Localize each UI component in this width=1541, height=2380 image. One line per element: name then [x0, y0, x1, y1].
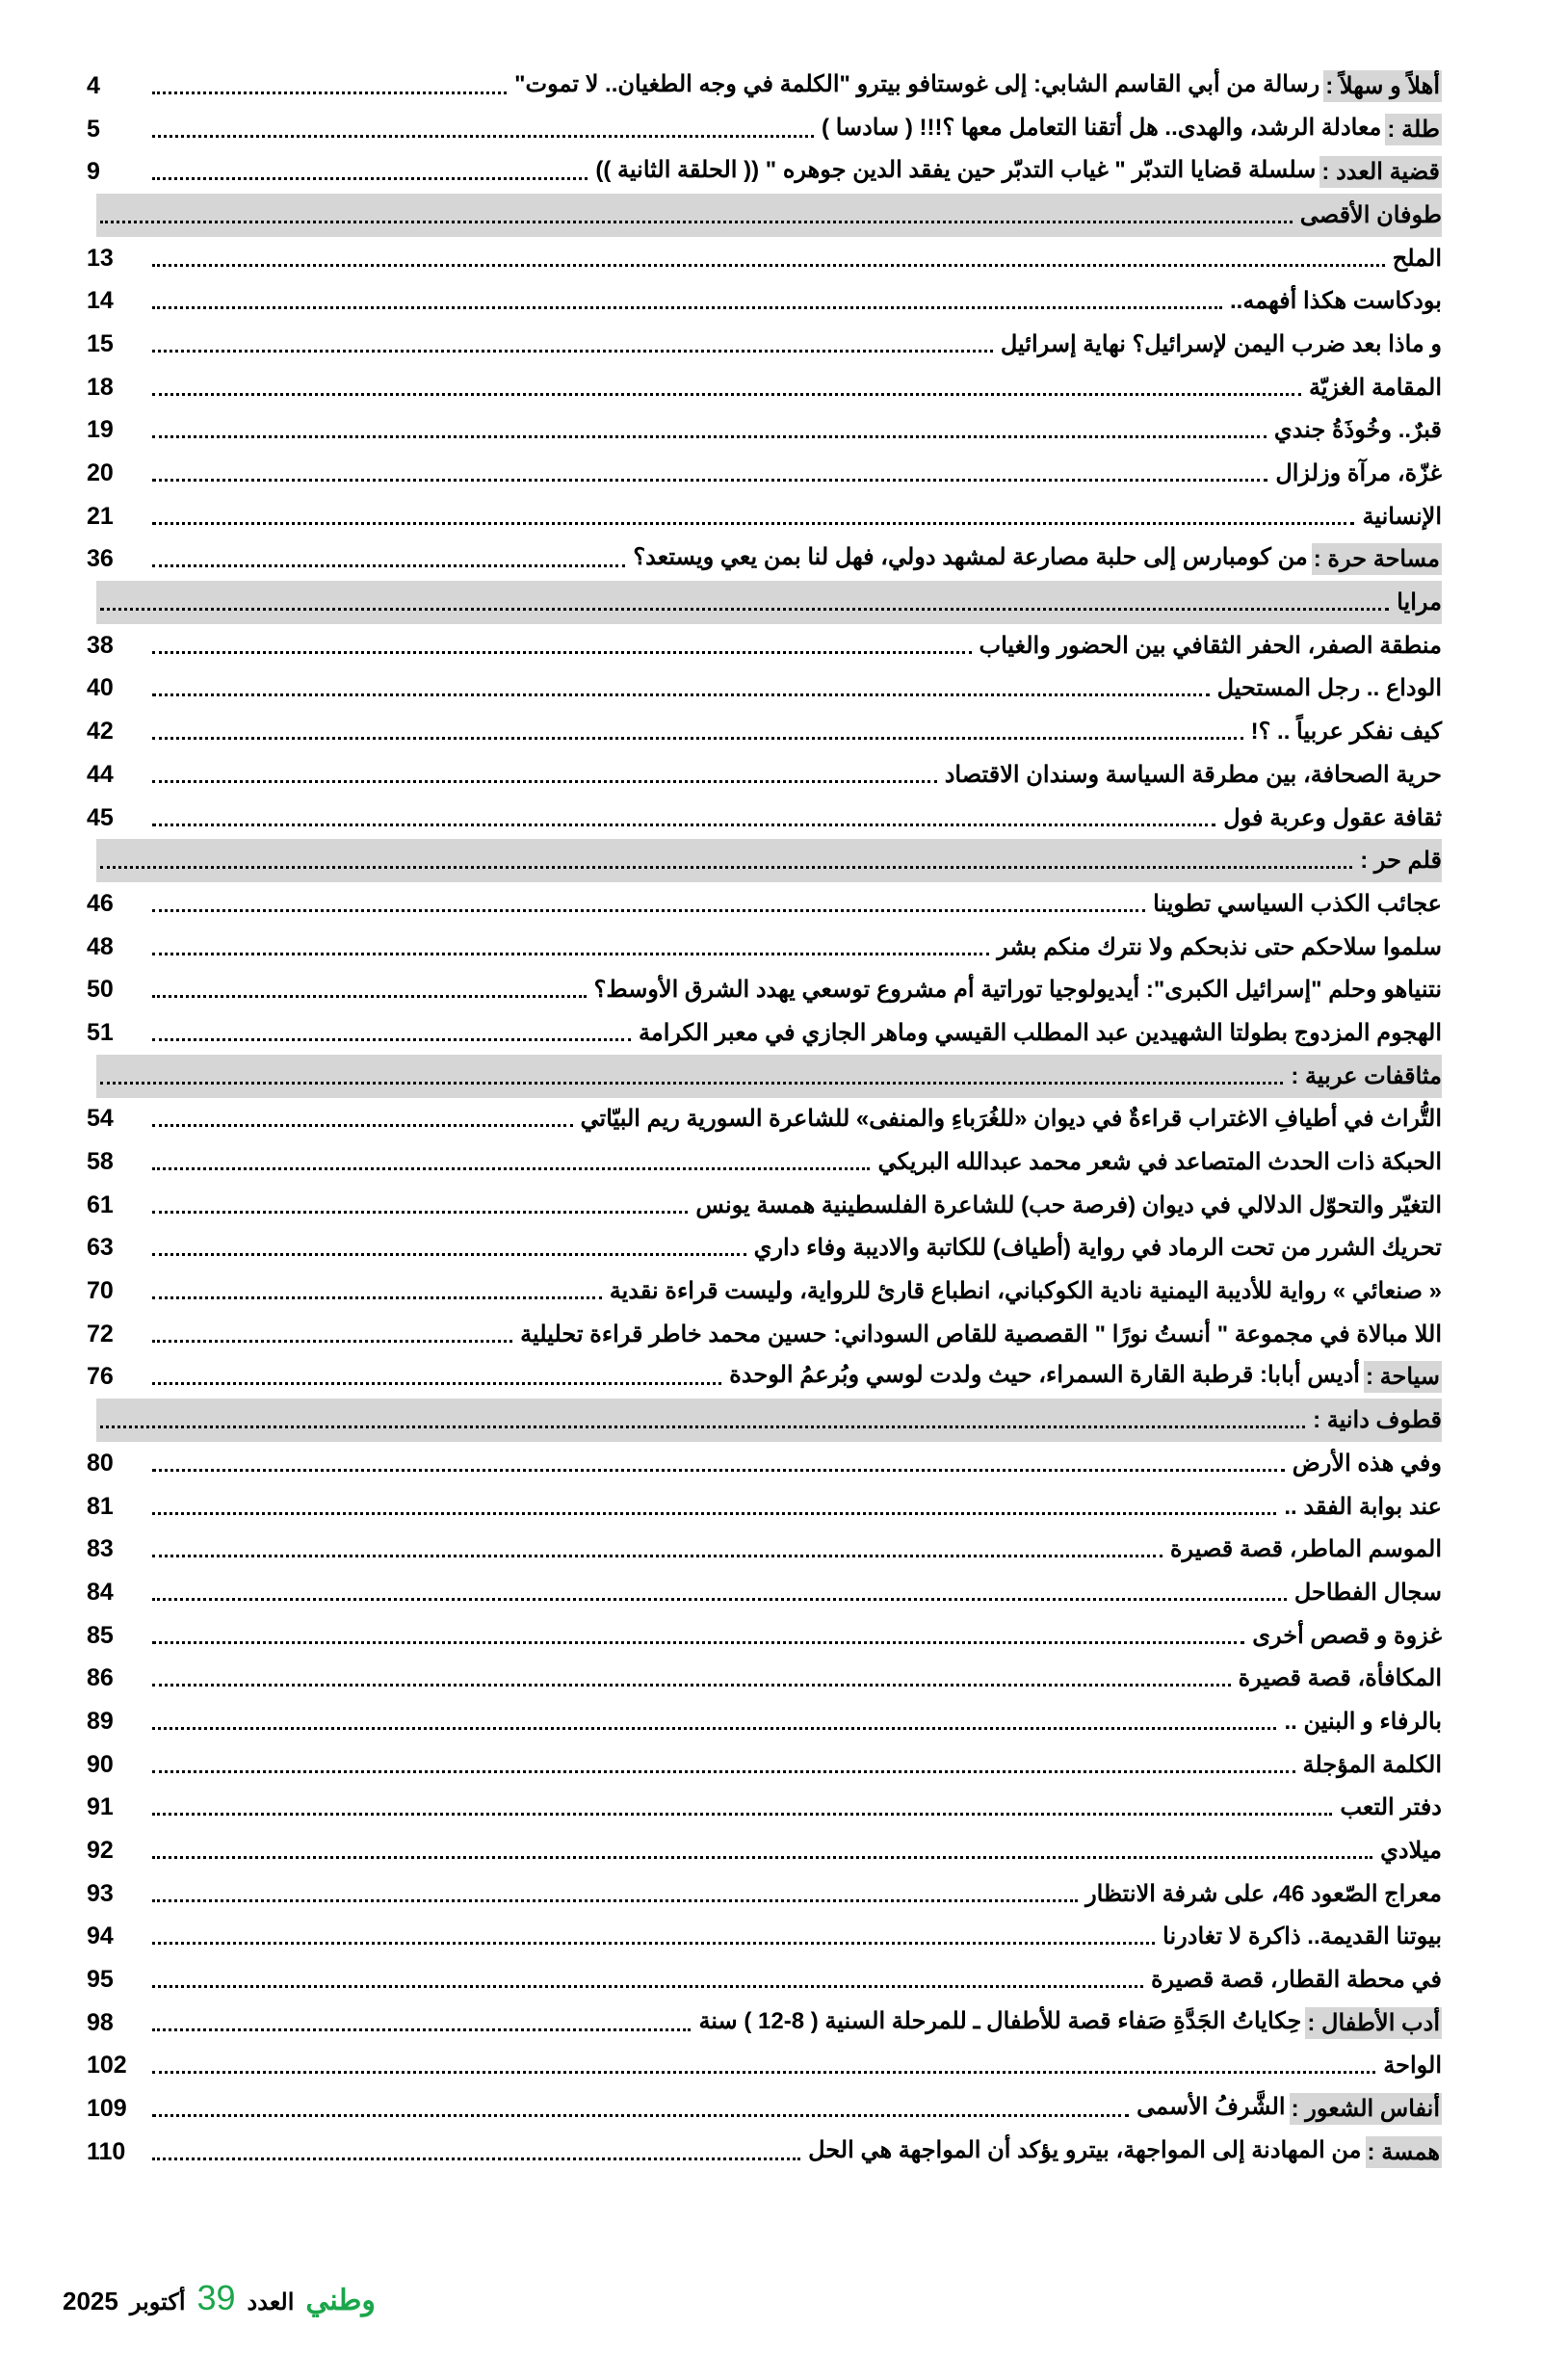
toc-section-label: أدب الأطفال : — [1305, 2007, 1442, 2039]
toc-entry-text — [1284, 1708, 1442, 1736]
toc-entry-text — [1397, 588, 1442, 616]
toc-entry[interactable] — [87, 1700, 1442, 1743]
toc-entry[interactable] — [87, 1872, 1442, 1916]
toc-entry-title: مثاقفات عربية : — [1291, 1062, 1442, 1089]
dot-leader — [152, 250, 1385, 267]
toc-entry-text — [729, 1361, 1442, 1393]
toc-entry[interactable] — [87, 1743, 1442, 1787]
dot-leader — [152, 810, 1215, 826]
toc-entry-title: بودكاست هكذا أفهمه.. — [1230, 288, 1442, 315]
toc-entry-title: المقامة الغزيّة — [1308, 374, 1442, 401]
toc-entry[interactable] — [87, 108, 1442, 151]
toc-entry[interactable] — [87, 366, 1442, 409]
toc-entry-title: الملح — [1392, 245, 1442, 272]
toc-entry-text — [1085, 1880, 1442, 1908]
dot-leader — [152, 1972, 1143, 1988]
toc-entry-text — [1362, 503, 1442, 531]
toc-page-number: 13 — [87, 244, 114, 272]
toc-entry-text — [1309, 374, 1442, 402]
dot-leader — [152, 2015, 691, 2031]
dot-leader — [152, 638, 972, 654]
toc-entry-title: قبرٌ.. وخُوذَةُ جندي — [1273, 417, 1442, 444]
toc-entry[interactable] — [87, 1528, 1442, 1571]
toc-entry[interactable] — [87, 797, 1442, 840]
toc-entry-text — [1393, 245, 1442, 273]
toc-entry[interactable] — [87, 1657, 1442, 1700]
toc-entry-title: حرية الصحافة، بين مطرقة السياسة وسندان الاقتصاد — [944, 761, 1442, 788]
toc-page-number: 102 — [87, 2052, 127, 2079]
toc-entry-title: الهجوم المزدوج بطولتا الشهيدين عبد المطلب القيسي وماهر الجازي في معبر الكرامة — [639, 1019, 1442, 1046]
toc-entry-text — [822, 114, 1442, 145]
toc-entry-text — [1217, 674, 1442, 702]
toc-entry-title: غزوة و قصص أخرى — [1252, 1622, 1442, 1649]
toc-page-number: 91 — [87, 1793, 114, 1821]
dot-leader — [100, 594, 1389, 611]
toc-entry-text — [1380, 1837, 1442, 1865]
toc-section-label: قضية العدد : — [1319, 156, 1442, 188]
toc-entry[interactable] — [87, 1140, 1442, 1184]
toc-entry-title: بالرفاء و البنين .. — [1284, 1708, 1442, 1735]
dot-leader — [152, 1455, 1285, 1472]
toc-entry-title: في محطة القطار، قصة قصيرة — [1150, 1967, 1442, 1994]
toc-entry-text — [945, 761, 1442, 789]
toc-entry-title: ثقافة عقول وعربة فول — [1223, 804, 1442, 831]
toc-entry-title: سلسلة قضايا التدبّر " غياب التدبّر حين يفقد الدين جوهره " (( الحلقة الثانية )) — [595, 157, 1317, 184]
toc-entry[interactable] — [87, 1356, 1442, 1399]
toc-page-number: 61 — [87, 1190, 114, 1218]
toc-entry-text — [520, 1321, 1442, 1348]
toc-entry[interactable] — [87, 1184, 1442, 1227]
toc-page-number: 19 — [87, 416, 114, 444]
toc-page-number: 21 — [87, 502, 114, 530]
dot-leader — [152, 293, 1222, 309]
toc-entry[interactable] — [87, 65, 1442, 108]
issue-year: 2025 — [63, 2287, 118, 2315]
table-of-contents — [87, 65, 1442, 2174]
toc-entry-title: وفي هذه الأرض — [1292, 1450, 1442, 1477]
dot-leader — [152, 1843, 1372, 1859]
toc-page-number: 9 — [87, 158, 100, 186]
toc-entry[interactable] — [87, 710, 1442, 753]
toc-page-number: 54 — [87, 1105, 114, 1133]
toc-page-number: 38 — [87, 631, 114, 659]
toc-entry-title: اللا مبالاة في مجموعة " أنستُ نورًا " القصصية للقاص السوداني: حسين محمد خاطر قراءة تحليلية — [520, 1321, 1442, 1347]
toc-entry-text — [1313, 1406, 1442, 1434]
toc-section-label: مساحة حرة : — [1312, 543, 1442, 575]
toc-page-number: 92 — [87, 1837, 114, 1865]
dot-leader — [152, 1499, 1276, 1515]
toc-entry-title: بيوتنا القديمة.. ذاكرة لا تغادرنا — [1162, 1923, 1442, 1950]
toc-entry-title: مرايا — [1397, 589, 1442, 616]
toc-entry-title: من المهادنة إلى المواجهة، بيترو يؤكد أن المواجهة هي الحل — [808, 2136, 1362, 2163]
toc-section-label: أنفاس الشعور : — [1290, 2093, 1442, 2125]
toc-entry-title: الإنسانية — [1362, 503, 1442, 530]
dot-leader — [152, 336, 993, 353]
toc-entry-text — [1230, 287, 1442, 315]
dot-leader — [152, 1111, 573, 1127]
toc-entry-text — [1275, 459, 1442, 487]
toc-entry[interactable] — [87, 1313, 1442, 1356]
dot-leader — [152, 939, 989, 955]
dot-leader — [152, 465, 1267, 482]
toc-entry-text — [639, 1019, 1442, 1047]
toc-entry[interactable] — [87, 2001, 1442, 2045]
toc-entry[interactable] — [87, 968, 1442, 1011]
dot-leader — [152, 1886, 1078, 1902]
toc-entry-title: المكافأة، قصة قصيرة — [1238, 1665, 1442, 1692]
toc-entry-text — [595, 156, 1442, 188]
toc-page-number: 95 — [87, 1966, 114, 1994]
toc-entry[interactable] — [87, 150, 1442, 194]
dot-leader — [152, 2101, 1129, 2117]
toc-section-label: سياحة : — [1364, 1361, 1442, 1393]
toc-page-number: 20 — [87, 459, 114, 487]
toc-entry-text — [1223, 804, 1442, 832]
dot-leader — [152, 1713, 1276, 1730]
toc-page-number: 46 — [87, 889, 114, 917]
dot-leader — [152, 164, 588, 180]
toc-entry-text — [581, 1105, 1442, 1133]
toc-entry-text — [1170, 1535, 1442, 1563]
toc-entry-text — [754, 1234, 1442, 1262]
toc-entry-title: قلم حر : — [1360, 848, 1442, 875]
toc-entry-text — [1293, 1450, 1442, 1478]
dot-leader — [152, 1757, 1295, 1773]
issue-number: 39 — [196, 2278, 236, 2317]
toc-page-number: 84 — [87, 1578, 114, 1606]
toc-entry-title: الحبكة ذات الحدث المتصاعد في شعر محمد عبدالله البريكي — [877, 1149, 1442, 1176]
dot-leader — [152, 1799, 1332, 1816]
toc-page-number: 63 — [87, 1234, 114, 1262]
page-footer — [63, 2278, 376, 2318]
toc-entry[interactable] — [87, 1485, 1442, 1529]
toc-page-number: 51 — [87, 1018, 114, 1046]
toc-entry-title: التُّراث في أطيافِ الاغتراب قراءةٌ في ديوان «للغُرَباءِ والمنفى» للشاعرة السورية ريم البيّاتي — [580, 1106, 1442, 1133]
toc-page-number: 89 — [87, 1707, 114, 1735]
toc-entry[interactable] — [87, 1787, 1442, 1830]
toc-entry-text — [808, 2136, 1442, 2168]
toc-page-number: 58 — [87, 1148, 114, 1176]
toc-entry[interactable] — [87, 1442, 1442, 1485]
dot-leader — [152, 981, 587, 998]
toc-page-number: 18 — [87, 373, 114, 401]
dot-leader — [152, 1369, 721, 1385]
toc-entry-title: الواحة — [1383, 2053, 1442, 2079]
dot-leader — [152, 422, 1267, 438]
toc-page-number: 76 — [87, 1363, 114, 1391]
toc-entry-text — [1239, 1664, 1442, 1692]
toc-entry[interactable] — [87, 1571, 1442, 1614]
dot-leader — [152, 1025, 631, 1041]
toc-entry[interactable] — [87, 624, 1442, 667]
toc-entry[interactable] — [87, 237, 1442, 280]
toc-page-number: 72 — [87, 1320, 114, 1347]
toc-entry-text — [1136, 2093, 1442, 2125]
toc-section-header[interactable] — [96, 1399, 1442, 1442]
dot-leader — [152, 2057, 1375, 2074]
toc-page-number: 109 — [87, 2095, 127, 2123]
toc-section-label: أهلاً و سهلاً : — [1323, 70, 1442, 102]
toc-entry-text — [1294, 1579, 1442, 1607]
dot-leader — [152, 1283, 602, 1299]
toc-section-header[interactable] — [96, 839, 1442, 882]
toc-page-number: 48 — [87, 932, 114, 960]
toc-entry[interactable] — [87, 452, 1442, 495]
toc-entry-title: معادلة الرشد، والهدى.. هل أتقنا التعامل معها ؟!!! ( سادسا ) — [822, 114, 1382, 141]
dot-leader — [152, 78, 507, 94]
toc-entry-text — [1274, 416, 1442, 444]
toc-section-header[interactable] — [96, 194, 1442, 237]
toc-entry[interactable] — [87, 667, 1442, 711]
toc-entry-text — [1360, 847, 1442, 875]
toc-entry-title: طوفان الأقصى — [1299, 201, 1442, 228]
dot-leader — [100, 1068, 1283, 1085]
toc-entry-title: دفتر التعب — [1340, 1794, 1442, 1821]
toc-entry-title: تحريك الشرر من تحت الرماد في رواية (أطياف) للكاتبة والاديبة وفاء داري — [753, 1235, 1442, 1262]
toc-entry[interactable] — [87, 279, 1442, 323]
toc-entry[interactable] — [87, 2131, 1442, 2174]
toc-entry[interactable] — [87, 1269, 1442, 1313]
toc-entry-text — [877, 1148, 1442, 1176]
toc-page-number: 44 — [87, 760, 114, 788]
toc-section-label: طلة : — [1385, 114, 1442, 145]
toc-entry[interactable] — [87, 495, 1442, 538]
toc-page-number: 50 — [87, 976, 114, 1004]
dot-leader — [100, 852, 1352, 869]
toc-entry-title: الشَّرفُ الأسمى — [1136, 2094, 1286, 2121]
toc-page-number: 81 — [87, 1492, 114, 1520]
toc-entry-title: أديس أبابا: قرطبة القارة السمراء، حيث ولدت لوسي وبُرعمُ الوحدة — [729, 1362, 1360, 1389]
dot-leader — [152, 1197, 688, 1214]
toc-entry-text — [1001, 330, 1442, 358]
toc-entry-text — [1300, 201, 1442, 229]
dot-leader — [152, 1670, 1231, 1687]
toc-page-number: 98 — [87, 2008, 114, 2036]
toc-page-number: 90 — [87, 1750, 114, 1778]
dot-leader — [100, 1412, 1305, 1428]
toc-entry-title: و ماذا بعد ضرب اليمن لإسرائيل؟ نهاية إسرائيل — [1000, 330, 1442, 357]
toc-section-header[interactable] — [96, 581, 1442, 624]
toc-section-label: همسة : — [1366, 2136, 1442, 2168]
toc-entry-title: كيف نفكر عربياً .. ؟! — [1250, 719, 1442, 745]
toc-entry-text — [1284, 1493, 1442, 1521]
toc-page-number: 4 — [87, 71, 100, 99]
toc-page-number: 36 — [87, 545, 114, 573]
toc-entry-title: عند بوابة الفقد .. — [1284, 1493, 1442, 1520]
dot-leader — [152, 2144, 800, 2160]
dot-leader — [152, 896, 1145, 912]
dot-leader — [152, 1541, 1162, 1557]
toc-entry-text — [979, 632, 1443, 660]
dot-leader — [152, 1628, 1244, 1644]
toc-entry-text — [1252, 1622, 1442, 1650]
toc-page-number: 42 — [87, 718, 114, 745]
toc-entry[interactable] — [87, 538, 1442, 582]
toc-page-number: 85 — [87, 1621, 114, 1649]
dot-leader — [152, 1928, 1155, 1945]
issue-month: أكتوبر — [129, 2289, 186, 2315]
dot-leader — [152, 121, 814, 138]
toc-entry-title: من كومبارس إلى حلبة مصارعة لمشهد دولي، فهل لنا بمن يعي ويستعد؟ — [633, 544, 1308, 571]
toc-entry-title: الموسم الماطر، قصة قصيرة — [1169, 1536, 1442, 1563]
toc-page-number: 40 — [87, 674, 114, 702]
dot-leader — [152, 1326, 512, 1343]
toc-entry-text — [698, 2007, 1442, 2039]
toc-entry[interactable] — [87, 926, 1442, 969]
toc-entry-title: معراج الصّعود 46، على شرفة الانتظار — [1085, 1880, 1442, 1907]
toc-entry-title: التغيّر والتحوّل الدلالي في ديوان (فرصة حب) للشاعرة الفلسطينية همسة يونس — [695, 1191, 1442, 1218]
dot-leader — [100, 207, 1293, 223]
toc-entry[interactable] — [87, 882, 1442, 926]
toc-entry-title: عجائب الكذب السياسي تطوينا — [1153, 890, 1442, 917]
toc-entry-title: الكلمة المؤجلة — [1302, 1751, 1442, 1778]
toc-entry-title: قطوف دانية : — [1313, 1407, 1442, 1434]
dot-leader — [152, 723, 1243, 740]
toc-page-number: 5 — [87, 115, 100, 143]
toc-entry-title: غزّة، مرآة وزلزال — [1275, 460, 1442, 487]
toc-entry-title: « صنعائي » رواية للأديبة اليمنية نادية الكوكباني، انطباع قارئ للرواية، وليست قراءة نقدية — [609, 1278, 1442, 1305]
issue-label: العدد — [247, 2289, 295, 2315]
dot-leader — [152, 680, 1210, 696]
toc-entry-text — [1340, 1793, 1442, 1821]
toc-entry-text — [594, 976, 1442, 1004]
dot-leader — [152, 509, 1354, 525]
dot-leader — [152, 767, 937, 783]
toc-page-number: 93 — [87, 1879, 114, 1907]
toc-page-number: 70 — [87, 1277, 114, 1305]
toc-entry[interactable] — [87, 2045, 1442, 2088]
toc-page-number: 45 — [87, 803, 114, 831]
toc-entry[interactable] — [87, 1829, 1442, 1872]
toc-page-number: 15 — [87, 329, 114, 357]
toc-entry-title: الوداع .. رجل المستحيل — [1216, 675, 1442, 702]
toc-entry-title: رسالة من أبي القاسم الشابي: إلى غوستافو بيترو "الكلمة في وجه الطغيان.. لا تموت" — [514, 70, 1320, 97]
toc-entry-text — [633, 543, 1442, 575]
dot-leader — [152, 551, 625, 567]
toc-page-number: 83 — [87, 1535, 114, 1563]
toc-entry-title: حِكاياتُ الجَدَّةِ صَفاء قصة للأطفال ـ للمرحلة السنية ( 8-12 ) سنة — [698, 2007, 1302, 2034]
toc-entry[interactable] — [87, 1614, 1442, 1658]
toc-entry-text — [1251, 718, 1442, 745]
toc-entry-text — [514, 70, 1442, 102]
toc-page-number: 86 — [87, 1664, 114, 1692]
toc-entry-text — [1153, 890, 1442, 918]
toc-entry[interactable] — [87, 1011, 1442, 1055]
toc-entry-title: ميلادي — [1380, 1838, 1442, 1865]
toc-entry[interactable] — [87, 1958, 1442, 2001]
toc-section-header[interactable] — [96, 1055, 1442, 1098]
dot-leader — [152, 1240, 746, 1256]
toc-page-number: 94 — [87, 1922, 114, 1950]
toc-page-number: 110 — [87, 2137, 126, 2165]
toc-entry-text — [1162, 1922, 1442, 1950]
toc-entry-text — [1303, 1751, 1443, 1779]
toc-entry-title: منطقة الصفر، الحفر الثقافي بين الحضور والغياب — [979, 632, 1442, 659]
toc-entry-title: نتنياهو وحلم "إسرائيل الكبرى": أيديولوجيا توراتية أم مشروع توسعي يهدد الشرق الأوسط؟ — [593, 977, 1442, 1004]
toc-entry-title: سلموا سلاحكم حتى نذبحكم ولا نترك منكم بشر — [997, 933, 1442, 960]
toc-entry-title: سجال الفطاحل — [1293, 1579, 1442, 1606]
dot-leader — [152, 1584, 1287, 1601]
toc-entry[interactable] — [87, 2087, 1442, 2131]
toc-entry-text — [695, 1191, 1442, 1219]
toc-entry-text — [997, 933, 1442, 961]
toc-entry[interactable] — [87, 753, 1442, 797]
toc-entry-text — [1151, 1966, 1442, 1994]
toc-entry[interactable] — [87, 1227, 1442, 1270]
toc-entry[interactable] — [87, 1916, 1442, 1959]
toc-entry-text — [610, 1277, 1442, 1305]
dot-leader — [152, 379, 1301, 396]
dot-leader — [152, 1154, 870, 1170]
toc-entry[interactable] — [87, 1098, 1442, 1141]
toc-entry[interactable] — [87, 323, 1442, 366]
toc-entry-text — [1383, 2052, 1442, 2079]
toc-entry-text — [1291, 1062, 1442, 1090]
toc-entry[interactable] — [87, 409, 1442, 453]
toc-page-number: 80 — [87, 1449, 114, 1477]
toc-page-number: 14 — [87, 287, 114, 315]
magazine-brand: وطني — [305, 2285, 376, 2316]
